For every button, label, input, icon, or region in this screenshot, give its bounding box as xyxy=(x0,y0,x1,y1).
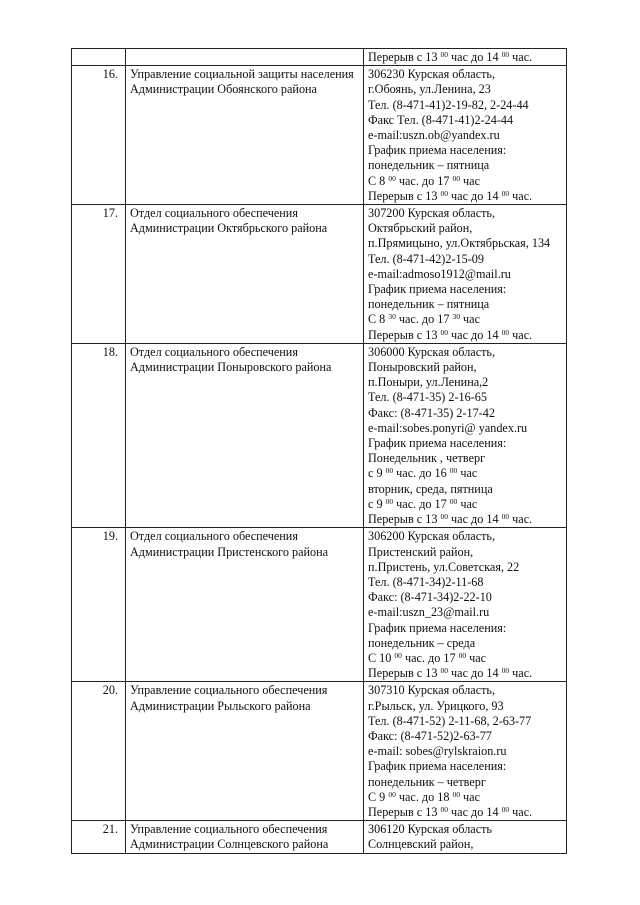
contact-info-line: Перерыв с 13 $^{00}$ час до 14 $^{00}$ час. xyxy=(368,512,533,527)
row-number: 20. xyxy=(72,682,126,821)
contact-info-line: Перерыв с 13 $^{00}$ час до 14 $^{00}$ час. xyxy=(368,327,533,342)
contact-info xyxy=(364,528,567,682)
contact-info-line: С 8 $^{00}$ час. до 17 $^{00}$ час xyxy=(368,173,480,188)
row-number xyxy=(72,49,126,66)
contact-info xyxy=(364,205,567,344)
contact-info-line: Перерыв с 13 $^{00}$ час до 14 $^{00}$ час. xyxy=(368,804,533,819)
table-row xyxy=(72,682,567,821)
contact-info-line: e-mail:uszn.ob@yandex.ru xyxy=(368,128,500,143)
contact-info-line: Тел. (8-471-35) 2-16-65 xyxy=(368,390,487,405)
contact-info xyxy=(364,343,567,527)
row-number: 16. xyxy=(72,66,126,205)
table-row xyxy=(72,343,567,527)
row-number: 18. xyxy=(72,343,126,527)
contact-info-line: 306200 Курская область, xyxy=(368,529,496,544)
contact-info-line: понедельник – пятница xyxy=(368,297,490,312)
contact-info-line: Перерыв с 13 $^{00}$ час до 14 $^{00}$ час. xyxy=(368,50,533,64)
contact-info-line: e-mail:uszn_23@mail.ru xyxy=(368,605,490,620)
contact-info-line: понедельник – среда xyxy=(368,635,476,650)
organization-name: Отдел социального обеспечения Администрации Пристенского района xyxy=(126,528,364,682)
contact-info-line: График приема населения: xyxy=(368,282,507,297)
contact-info-line: Тел. (8-471-42)2-15-09 xyxy=(368,251,484,266)
contact-info-line: с 9 $^{00}$ час. до 17 $^{00}$ час xyxy=(368,496,478,511)
contact-info-line: г.Рыльск, ул. Урицкого, 93 xyxy=(368,698,504,713)
organization-name: Отдел социального обеспечения Администрации Октябрьского района xyxy=(126,205,364,344)
contact-info-line: понедельник – четверг xyxy=(368,774,486,789)
contact-info-line: e-mail:sobes.ponyri@ yandex.ru xyxy=(368,420,528,435)
contact-info-line: График приема населения: xyxy=(368,436,507,451)
contact-info-line: 307310 Курская область, xyxy=(368,683,496,698)
contact-info-line: Факс: (8-471-35) 2-17-42 xyxy=(368,405,495,420)
contact-info-line: вторник, среда, пятница xyxy=(368,481,493,496)
contact-info xyxy=(364,66,567,205)
contact-info-line: С 8 $^{30}$ час. до 17 $^{30}$ час xyxy=(368,312,480,327)
table-body xyxy=(72,49,567,854)
social-services-table xyxy=(71,48,567,854)
contact-info-line: Факс Тел. (8-471-41)2-24-44 xyxy=(368,112,514,127)
contact-info-line: п.Пристень, ул.Советская, 22 xyxy=(368,559,520,574)
row-number: 21. xyxy=(72,821,126,853)
contact-info-line: п.Поныри, ул.Ленина,2 xyxy=(368,375,489,390)
contact-info-line: понедельник – пятница xyxy=(368,158,490,173)
contact-info-line: с 9 $^{00}$ час. до 16 $^{00}$ час xyxy=(368,466,478,481)
row-number: 17. xyxy=(72,205,126,344)
contact-info-line: Тел. (8-471-41)2-19-82, 2-24-44 xyxy=(368,97,529,112)
contact-info-line: Пристенский район, xyxy=(368,544,474,559)
contact-info-line: п.Прямицыно, ул.Октябрьская, 134 xyxy=(368,236,551,251)
row-number: 19. xyxy=(72,528,126,682)
contact-info xyxy=(364,49,567,66)
contact-info-line: Октябрьский район, xyxy=(368,221,473,236)
contact-info-line: г.Обоянь, ул.Ленина, 23 xyxy=(368,82,491,97)
contact-info-line: Перерыв с 13 $^{00}$ час до 14 $^{00}$ час. xyxy=(368,666,533,681)
contact-info-line: График приема населения: xyxy=(368,143,507,158)
contact-info-line: 306120 Курская область xyxy=(368,822,492,837)
contact-info-line: e-mail:admoso1912@mail.ru xyxy=(368,266,511,281)
organization-name: Управление социальной защиты населения Администрации Обоянского района xyxy=(126,66,364,205)
table-row xyxy=(72,821,567,853)
contact-info-line: Поныровский район, xyxy=(368,360,477,375)
contact-info-line: Факс: (8-471-34)2-22-10 xyxy=(368,590,492,605)
organization-name: Управление социального обеспечения Администрации Рыльского района xyxy=(126,682,364,821)
contact-info-line: С 10 $^{00}$ час. до 17 $^{00}$ час xyxy=(368,650,487,665)
table-row xyxy=(72,49,567,66)
contact-info-line: График приема населения: xyxy=(368,759,507,774)
table-row xyxy=(72,528,567,682)
contact-info-line: Тел. (8-471-34)2-11-68 xyxy=(368,574,484,589)
contact-info-line: Солнцевский район, xyxy=(368,837,474,852)
contact-info xyxy=(364,821,567,853)
contact-info-line: Понедельник , четверг xyxy=(368,451,486,466)
contact-info-line: Перерыв с 13 $^{00}$ час до 14 $^{00}$ час. xyxy=(368,188,533,203)
contact-info-line: 306000 Курская область, xyxy=(368,344,496,359)
contact-info xyxy=(364,682,567,821)
organization-name xyxy=(126,49,364,66)
contact-info-line: График приема населения: xyxy=(368,620,507,635)
contact-info-line: 307200 Курская область, xyxy=(368,206,496,221)
contact-info-line: Тел. (8-471-52) 2-11-68, 2-63-77 xyxy=(368,713,532,728)
table-row xyxy=(72,66,567,205)
contact-info-line: Факс: (8-471-52)2-63-77 xyxy=(368,728,492,743)
table-row xyxy=(72,205,567,344)
organization-name: Отдел социального обеспечения Администрации Поныровского района xyxy=(126,343,364,527)
organization-name: Управление социального обеспечения Администрации Солнцевского района xyxy=(126,821,364,853)
contact-info-line: 306230 Курская область, xyxy=(368,67,496,82)
contact-info-line: e-mail: sobes@rylskraion.ru xyxy=(368,744,507,759)
contact-info-line: С 9 $^{00}$ час. до 18 $^{00}$ час xyxy=(368,789,480,804)
